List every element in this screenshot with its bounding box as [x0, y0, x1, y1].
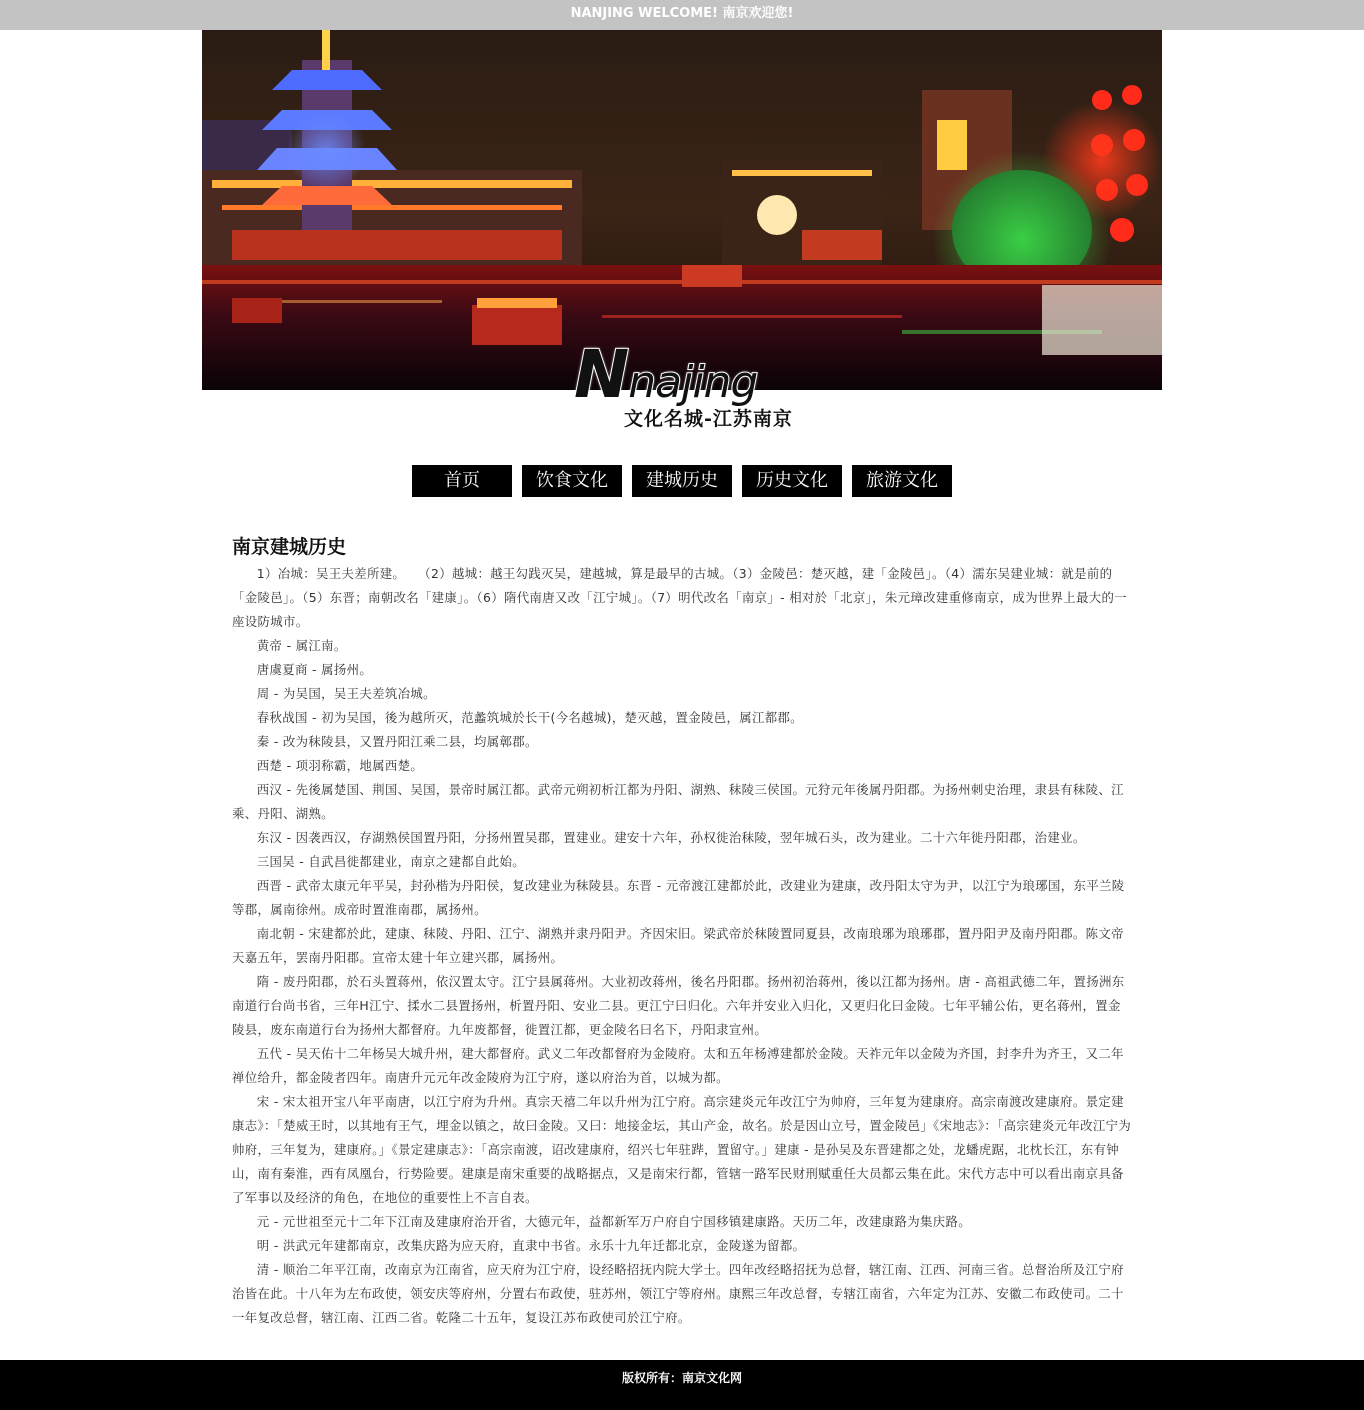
article-title: 南京建城历史: [232, 536, 347, 558]
article-paragraph: 黄帝 - 属江南。: [256, 638, 347, 653]
nav-item-travel-culture[interactable]: 旅游文化: [852, 465, 952, 497]
article-paragraph: 五代 - 吴天佑十二年杨吴大城升州，建大都督府。武义二年改都督府为金陵府。太和五年杨溥建都於金陵。天祚元年以金陵为齐国，封李升为齐王，又二年禅位给升，都金陵者四年。南唐升元元年改金陵府为江宁府，遂以府治为首，以城为都。: [232, 1046, 1124, 1085]
article: [232, 534, 1132, 1330]
nav-item-food-culture[interactable]: 饮食文化: [522, 465, 622, 497]
article-paragraph: 西汉 - 先後属楚国、荆国、吴国，景帝时属江都。武帝元朔初析江都为丹阳、湖熟、秣陵三侯国。元狩元年後属丹阳郡。为扬州刺史治理，隶县有秣陵、江乘、丹阳、湖熟。: [232, 782, 1124, 821]
article-paragraph: 西晋 - 武帝太康元年平吴，封孙楷为丹阳侯，复改建业为秣陵县。东晋 - 元帝渡江建都於此，改建业为建康，改丹阳太守为尹，以江宁为琅琊国，东平兰陵等郡，属南徐州。成帝时置淮南郡，属扬州。: [232, 878, 1125, 917]
article-paragraph: 唐虞夏商 - 属扬州。: [256, 662, 373, 677]
welcome-text: NANJING WELCOME! 南京欢迎您!: [570, 6, 794, 21]
article-paragraph: 隋 - 废丹阳郡，於石头置蒋州，依汉置太守。江宁县属蒋州。大业初改蒋州，後名丹阳郡。扬州初治蒋州，後以江都为扬州。唐 - 高祖武德二年，置扬洲东南道行台尚书省，三年H江宁、揉水二县置扬州，析置丹阳、安业二县。更江宁曰归化。六年并安业入归化，又更归化曰金陵。七年平辅公佑，更名蒋州，置金陵县，废东南道行台为扬州大都督府。九年废都督，徙置江都，更金陵名曰名下，丹阳隶宣州。: [232, 974, 1125, 1037]
logo-subtitle: 文化名城-江苏南京: [624, 408, 793, 430]
article-body: [232, 562, 1132, 1330]
welcome-bar: [0, 0, 1364, 30]
footer: [0, 1360, 1364, 1410]
nav-item-history-culture[interactable]: 历史文化: [742, 465, 842, 497]
article-paragraph: 秦 - 改为秣陵县，又置丹阳江乘二县，均属鄣郡。: [256, 734, 538, 749]
main-nav: [412, 465, 952, 497]
article-paragraph: 宋 - 宋太祖开宝八年平南唐，以江宁府为升州。真宗天禧二年以升州为江宁府。高宗建炎元年改江宁为帅府，三年复为建康府。高宗南渡改建康府。景定建康志》：「楚威王时，以其地有王气，埋金以镇之，故曰金陵。又曰：地接金坛，其山产金，故名。於是因山立号，置金陵邑」《宋地志》：「高宗建炎元年改江宁为帅府，三年复为，建康府。」《景定建康志》：「高宗南渡，诏改建康府，绍兴七年驻跸，置留守。」建康 - 是孙吴及东晋建都之处，龙蟠虎踞，北枕长江，东有钟山，南有秦淮，西有凤凰台，行势险要。建康是南宋重要的战略据点，又是南宋行都，管辖一路军民财刑赋重任大员都云集在此。宋代方志中可以看出南京具备了军事以及经济的角色，在地位的重要性上不言自表。: [232, 1094, 1132, 1205]
article-paragraph: 南北朝 - 宋建都於此，建康、秣陵、丹阳、江宁、湖熟并隶丹阳尹。齐因宋旧。梁武帝於秣陵置同夏县，改南琅琊为琅琊郡，置丹阳尹及南丹阳郡。陈文帝天嘉五年，罢南丹阳郡。宣帝太建十年立建兴郡，属扬州。: [232, 926, 1124, 965]
article-paragraph: 三国吴 - 自武昌徙都建业，南京之建都自此始。: [256, 854, 526, 869]
article-paragraph: 清 - 顺治二年平江南，改南京为江南省，应天府为江宁府，设经略招抚内院大学士。四年改经略招抚为总督，辖江南、江西、河南三省。总督治所及江宁府治皆在此。十八年为左布政使，领安庆等府州，分置右布政使，驻苏州，领江宁等府州。康熙三年改总督，专辖江南省，六年定为江苏、安徽二布政使司。二十一年复改总督，辖江南、江西二省。乾隆二十五年，复设江苏布政使司於江宁府。: [232, 1262, 1124, 1325]
nav-item-home[interactable]: 首页: [412, 465, 512, 497]
article-paragraph: 西楚 - 项羽称霸，地属西楚。: [256, 758, 424, 773]
article-paragraph: 1）冶城：吴王夫差所建。 （2）越城：越王勾践灭吴，建越城，算是最早的古城。（3）金陵邑：楚灭越，建「金陵邑」。（4）濡东吴建业城：就是前的「金陵邑」。（5）东晋；南朝改名「建康」。（6）隋代南唐又改「江宁城」。（7）明代改名「南京」- 相对於「北京」，朱元璋改建重修南京，成为世界上最大的一座设防城市。: [232, 566, 1127, 629]
article-paragraph: 明 - 洪武元年建都南京，改集庆路为应天府，直隶中书省。永乐十九年迁都北京，金陵遂为留都。: [256, 1238, 806, 1253]
article-paragraph: 元 - 元世祖至元十二年下江南及建康府治开省，大德元年，益都新军万户府自宁国移镇建康路。天历二年，改建康路为集庆路。: [256, 1214, 971, 1229]
copyright-text: 版权所有：南京文化网: [621, 1371, 742, 1385]
article-paragraph: 东汉 - 因袭西汉，存湖熟侯国置丹阳，分扬州置吴郡，置建业。建安十六年，孙权徙治秣陵，翌年城石头，改为建业。二十六年徙丹阳郡，治建业。: [256, 830, 1086, 845]
nav-item-city-history[interactable]: 建城历史: [632, 465, 732, 497]
article-paragraph: 周 - 为吴国，吴王夫差筑冶城。: [256, 686, 436, 701]
article-paragraph: 春秋战国 - 初为吴国，後为越所灭，范蠡筑城於长干(今名越城)，楚灭越，置金陵邑，属江都郡。: [256, 710, 803, 725]
logo-wordmark: Nnajing: [574, 336, 758, 413]
site-logo: [574, 336, 804, 436]
